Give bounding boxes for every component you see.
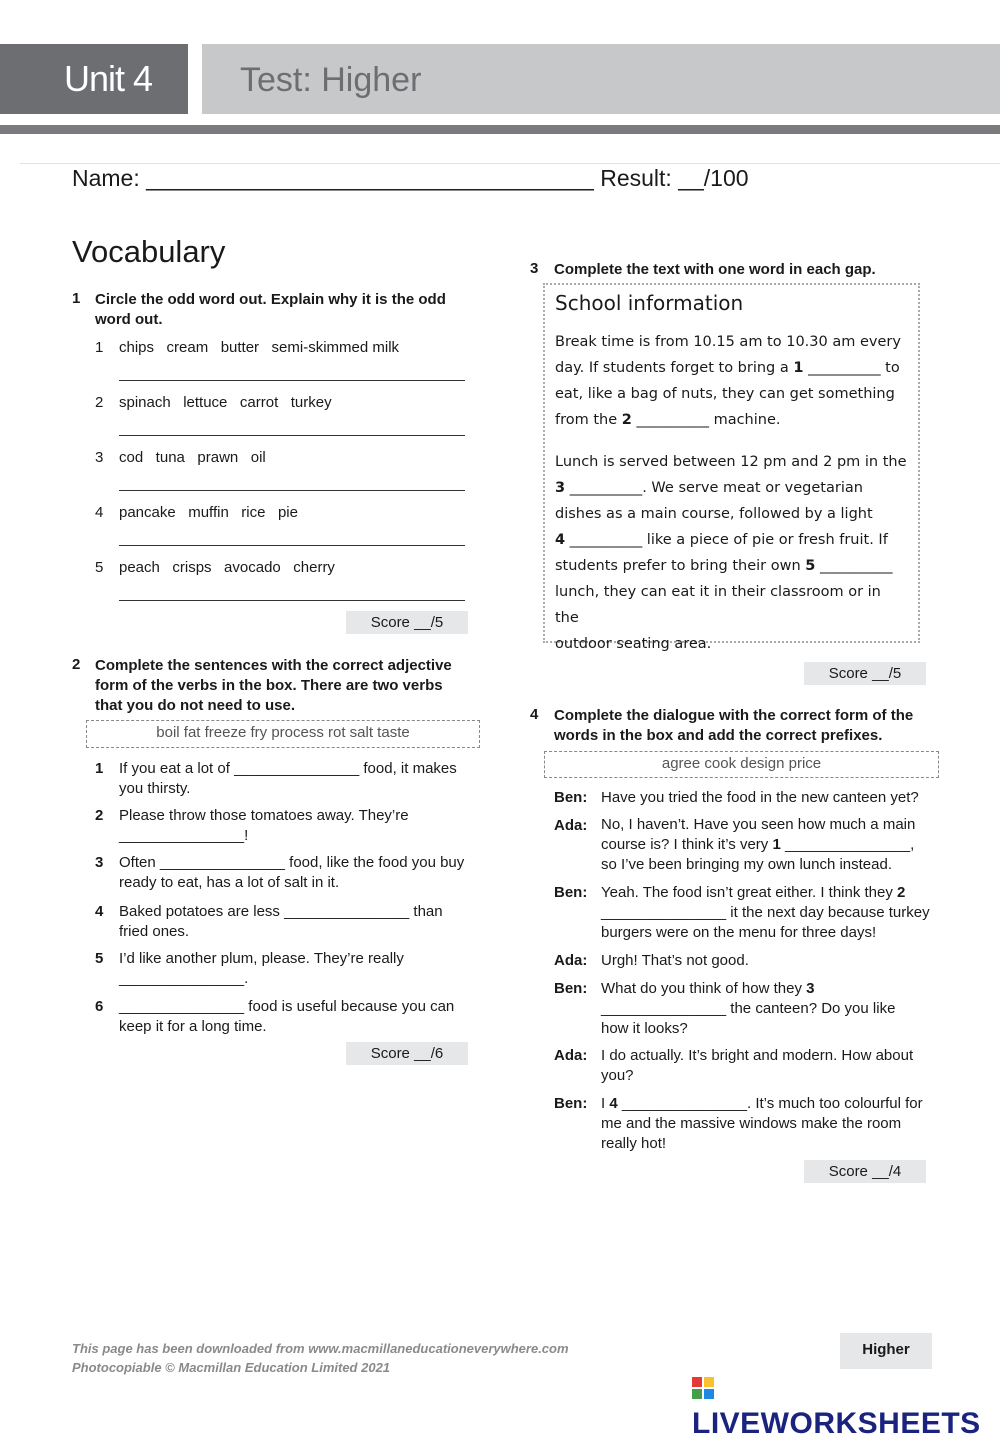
text-line: Break time is from 10.15 am to 10.30 am every [555, 334, 901, 350]
dialogue-line[interactable]: Yeah. The food isn’t great either. I think they 2 _______________ it the next day because turkey burgers were on the menu for three days! [601, 884, 930, 941]
q2-word-box: boil fat freeze fry process rot salt taste [86, 720, 480, 748]
q3-number: 3 [530, 260, 539, 277]
text-line: day. If students forget to bring a [555, 360, 794, 376]
info-paragraph-1 [555, 329, 908, 433]
q2-item-number: 1 [95, 760, 104, 777]
liveworksheets-logo[interactable] [692, 1373, 1000, 1441]
gap-number: 2 [621, 412, 632, 428]
text-line: outdoor seating area. [555, 636, 712, 652]
text-line: students prefer to bring their own [555, 558, 806, 574]
speaker: Ada: [554, 817, 588, 834]
speaker: Ben: [554, 789, 588, 806]
gap-number: 3 [555, 480, 566, 496]
gap-number: 5 [805, 558, 816, 574]
q1-item-number: 3 [95, 449, 104, 466]
q1-score: Score __/5 [346, 611, 468, 634]
q2-instruction: Complete the sentences with the correct adjective form of the verbs in the box. There are two verbs that you do not need to use. [95, 657, 452, 714]
q2-item-number: 2 [95, 807, 104, 824]
q2-item-number: 4 [95, 903, 104, 920]
answer-line[interactable] [119, 545, 465, 546]
text-line: dishes as a main course, followed by a light [555, 506, 873, 522]
answer-line[interactable] [119, 600, 465, 601]
liveworksheets-icon [692, 1377, 714, 1399]
gap-4[interactable]: __________ like a piece of pie or fresh fruit. If [565, 532, 888, 548]
q1-item-words: pancake muffin rice pie [119, 504, 298, 521]
text-line: lunch, they can eat it in their classroom or in the [555, 584, 881, 626]
section-heading: Vocabulary [72, 234, 226, 269]
info-title: School information [555, 291, 744, 315]
text-line: eat, like a bag of nuts, they can get something [555, 386, 895, 402]
dialogue-line: Urgh! That’s not good. [601, 952, 749, 969]
q1-item-words: peach crisps avocado cherry [119, 559, 335, 576]
q4-instruction: Complete the dialogue with the correct form of the words in the box and add the correct prefixes. [554, 707, 914, 744]
q4-number: 4 [530, 706, 539, 723]
text-line: Lunch is served between 12 pm and 2 pm in the [555, 454, 907, 470]
dialogue-line[interactable]: No, I haven’t. Have you seen how much a main course is? I think it’s very 1 _______________, so I’ve been bringing my own lunch instead. [601, 816, 916, 873]
test-title: Test: Higher [202, 44, 1000, 114]
gap-3[interactable]: __________. We serve meat or vegetarian [565, 480, 863, 496]
q2-item-text[interactable]: Baked potatoes are less _______________ than fried ones. [119, 903, 443, 940]
q1-item-words: spinach lettuce carrot turkey [119, 394, 332, 411]
q1-item-words: chips cream butter semi-skimmed milk [119, 339, 400, 356]
info-paragraph-2 [555, 449, 908, 657]
name-result-line: Name: ___________________________________ Result: __/100 [72, 165, 749, 191]
q1-item-words: cod tuna prawn oil [119, 449, 266, 466]
q1-item-number: 4 [95, 504, 104, 521]
q2-item-text[interactable]: Often _______________ food, like the food you buy ready to eat, has a lot of salt in it. [119, 854, 465, 891]
gap-5[interactable]: __________ [815, 558, 893, 574]
level-tab: Higher [840, 1333, 932, 1369]
q2-item-number: 5 [95, 950, 104, 967]
brand-name: LIVEWORKSHEETS [692, 1407, 981, 1440]
q1-item-number: 2 [95, 394, 104, 411]
q2-item-number: 3 [95, 854, 104, 871]
header-divider [0, 125, 1000, 134]
q4-word-box: agree cook design price [544, 751, 939, 778]
gap-2[interactable]: __________ machine. [631, 412, 781, 428]
speaker: Ben: [554, 1095, 588, 1112]
q2-item-text[interactable]: I’d like another plum, please. They’re really _______________. [119, 950, 404, 987]
q2-item-text[interactable]: Please throw those tomatoes away. They’re _______________! [119, 807, 409, 844]
speaker: Ben: [554, 884, 588, 901]
dialogue-line[interactable]: What do you think of how they 3 _______________ the canteen? Do you like how it looks? [601, 980, 896, 1037]
q3-score: Score __/5 [804, 662, 926, 685]
school-information-box [543, 283, 920, 652]
speaker: Ada: [554, 952, 588, 969]
answer-line[interactable] [119, 435, 465, 436]
text-line: from the [555, 412, 622, 428]
q1-instruction: Circle the odd word out. Explain why it is the odd word out. [95, 291, 446, 328]
q2-item-text[interactable]: _______________ food is useful because you can keep it for a long time. [119, 998, 455, 1035]
speaker: Ben: [554, 980, 588, 997]
answer-line[interactable] [119, 490, 465, 491]
q1-number: 1 [72, 290, 81, 307]
q2-score: Score __/6 [346, 1042, 468, 1065]
q1-item-number: 5 [95, 559, 104, 576]
q2-item-number: 6 [95, 998, 104, 1015]
q1-item-number: 1 [95, 339, 104, 356]
speaker: Ada: [554, 1047, 588, 1064]
dialogue-line: Have you tried the food in the new canteen yet? [601, 789, 919, 806]
footer-source[interactable]: This page has been downloaded from www.macmillaneducationeverywhere.com [72, 1341, 569, 1356]
thin-divider [20, 163, 1000, 164]
q2-number: 2 [72, 656, 81, 673]
q3-instruction: Complete the text with one word in each gap. [554, 261, 876, 278]
gap-number: 4 [555, 532, 566, 548]
q2-item-text[interactable]: If you eat a lot of _______________ food, it makes you thirsty. [119, 760, 457, 797]
q4-score: Score __/4 [804, 1160, 926, 1183]
dialogue-line[interactable]: I 4 _______________. It’s much too colourful for me and the massive windows make the room really hot! [601, 1095, 923, 1152]
unit-title: Unit 4 [0, 44, 188, 114]
footer-copyright: Photocopiable © Macmillan Education Limited 2021 [72, 1360, 391, 1375]
gap-1[interactable]: __________ to [803, 360, 900, 376]
gap-number: 1 [793, 360, 804, 376]
dialogue-line: I do actually. It’s bright and modern. How about you? [601, 1047, 914, 1084]
answer-line[interactable] [119, 380, 465, 381]
